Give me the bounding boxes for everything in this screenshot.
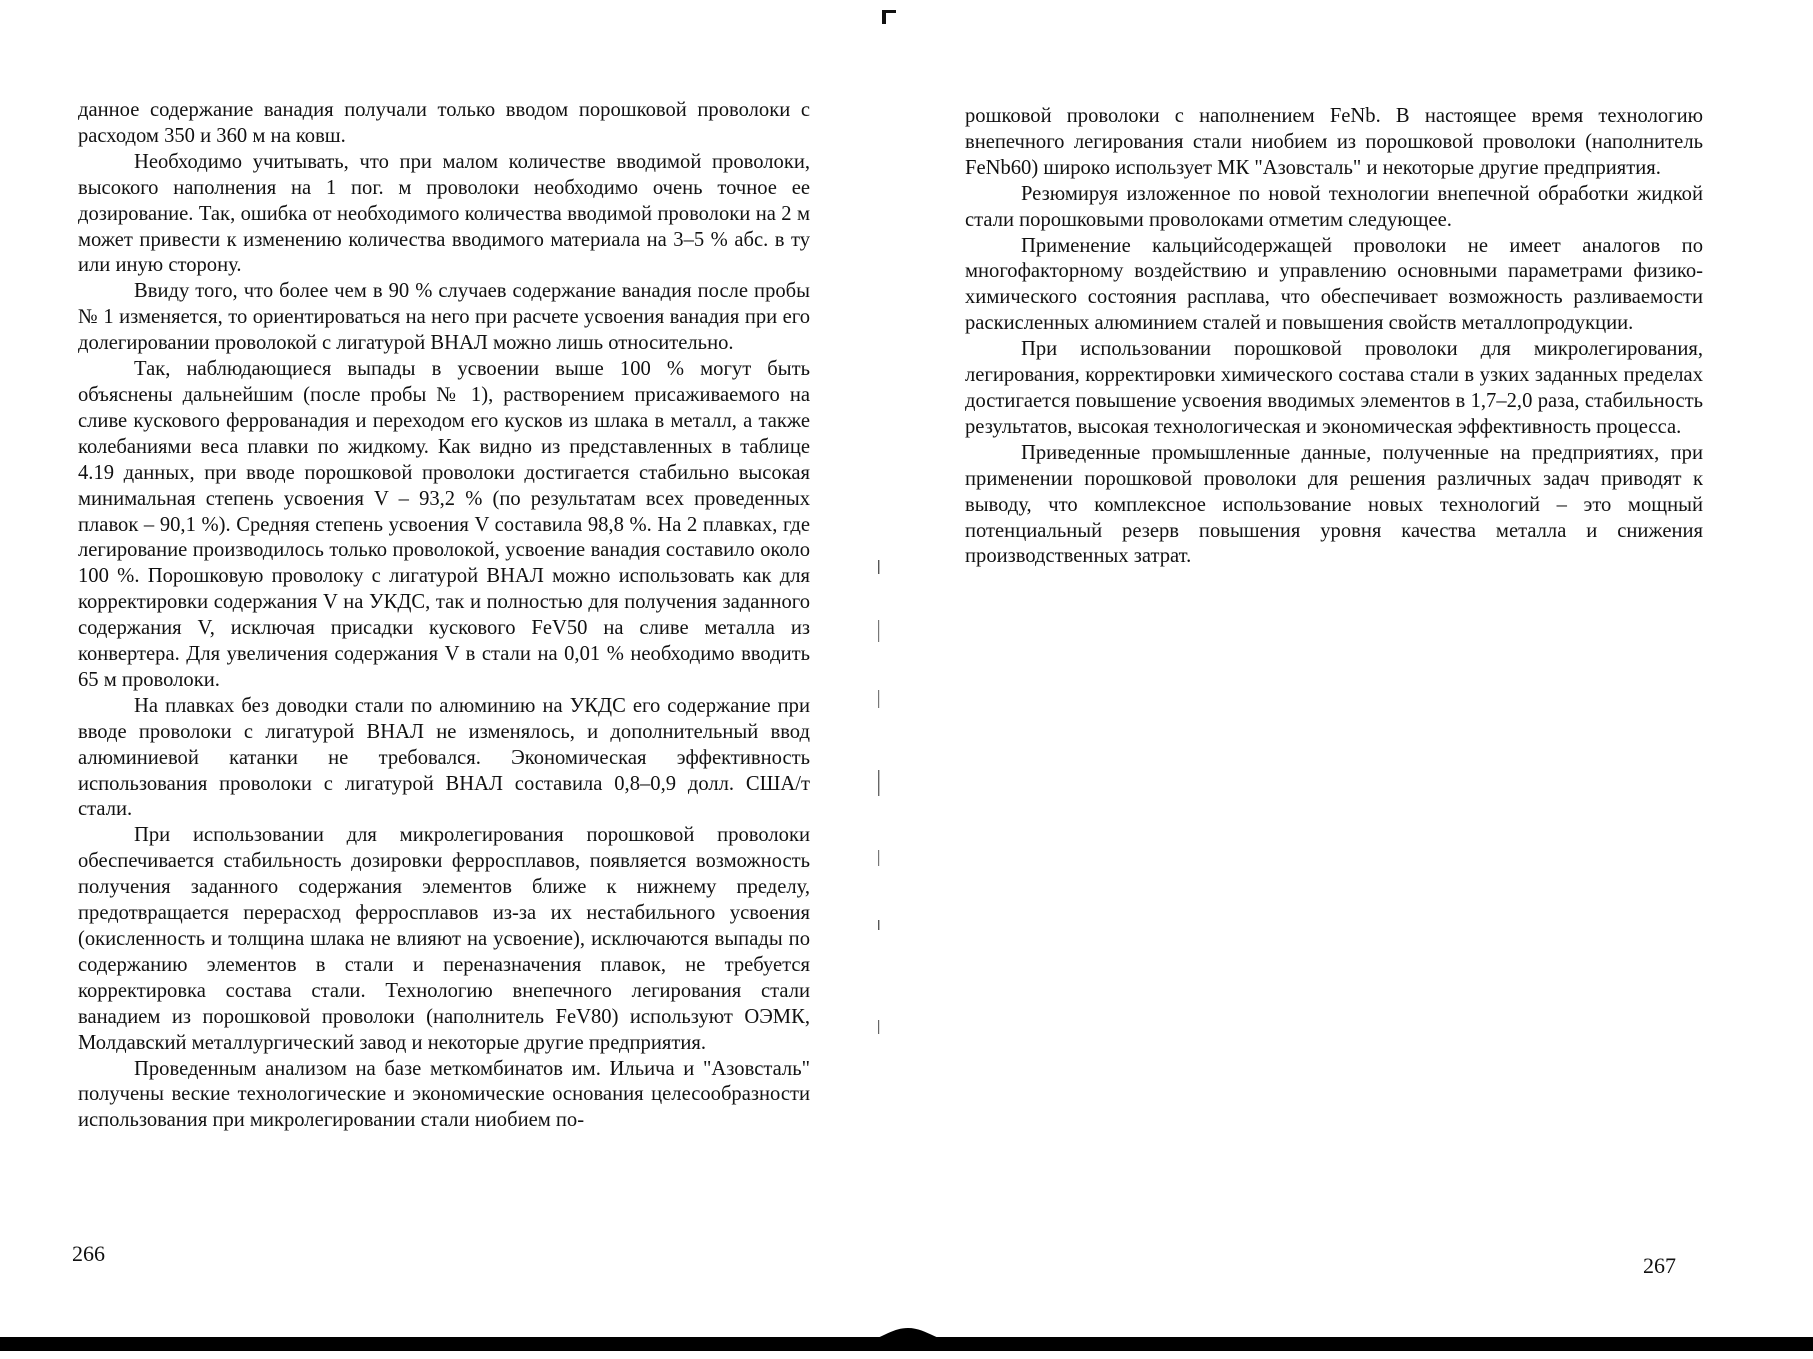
paragraph: При использовании порошковой проволоки для микролегирования, легирования, корректировки химического состава стали в узких заданных пределах достигается повышение усвоения вводимых элементов в 1,7–2,0 раза, стабильность результатов, высокая технологическая и экономическая эффективность процесса.	[965, 338, 1703, 438]
gutter-specks	[876, 560, 882, 1040]
paragraph: данное содержание ванадия получали только вводом порошковой проволоки с расходом 350 и 360 м на ковш.	[78, 99, 810, 147]
right-page-body	[965, 104, 1703, 570]
paragraph: Необходимо учитывать, что при малом количестве вводимой проволоки, высокого наполнения на 1 пог. м проволоки необходимо очень точное ее дозирование. Так, ошибка от необходимого количества вводимой проволоки на 2 м может привести к изменению количества вводимого материала на 3–5 % абс. в ту или иную сторону.	[78, 150, 810, 277]
paragraph: Так, наблюдающиеся выпады в усвоении выше 100 % могут быть объяснены дальнейшим (после пробы № 1), растворением присаживаемого на сливе кускового феррованадия и переходом его кусков из шлака в металл, а также колебаниями веса плавки по жидкому. Как видно из представленных в таблице 4.19 данных, при вводе порошковой проволоки достигается стабильно высокая минимальная степень усвоения V – 93,2 % (по результатам всех проведенных плавок – 90,1 %). Средняя степень усвоения V составила 98,8 %. На 2 плавках, где легирование производилось только проволокой, усвоение ванадия составило около 100 %. Порошковую проволоку с лигатурой ВНАЛ можно использовать как для корректировки содержания V на УКДС, так и полностью для получения заданного содержания V, исключая присадки кускового FeV50 на сливе металла из конвертера. Для увеличения содержания V в стали на 0,01 % необходимо вводить 65 м проволоки.	[78, 358, 810, 691]
paragraph: рошковой проволоки с наполнением FeNb. В настоящее время технологию внепечного легирования стали ниобием из порошковой проволоки (наполнитель FeNb60) широко использует МК "Азовсталь" и некоторые другие предприятия.	[965, 105, 1703, 179]
paragraph: На плавках без доводки стали по алюминию на УКДС его содержание при вводе проволоки с лигатурой ВНАЛ не изменялось, и дополнительный ввод алюминиевой катанки не требовался. Экономическая эффективность использования проволоки с лигатурой ВНАЛ составила 0,8–0,9 долл. США/т стали.	[78, 694, 810, 821]
left-page	[0, 0, 900, 1359]
right-page	[900, 0, 1813, 1359]
paragraph: Применение кальцийсодержащей проволоки не имеет аналогов по многофакторному воздействию и управлению основными параметрами физико-химического состояния расплава, что обеспечивает возможность разливаемости раскисленных алюминием сталей и повышения свойств металлопродукции.	[965, 234, 1703, 335]
page-number: 266	[72, 1241, 105, 1266]
paragraph: Проведенным анализом на базе меткомбинатов им. Ильича и "Азовсталь" получены веские технологические и экономические основания целесообразности использования при микролегировании стали ниобием по-	[78, 1057, 810, 1132]
left-page-body	[78, 98, 810, 1134]
page-number: 267	[1643, 1253, 1676, 1278]
paragraph: Ввиду того, что более чем в 90 % случаев содержание ванадия после пробы № 1 изменяется, то ориентироваться на него при расчете усвоения ванадия при его долегировании проволокой с лигатурой ВНАЛ можно лишь относительно.	[78, 280, 810, 355]
paragraph: При использовании для микролегирования порошковой проволоки обеспечивается стабильность дозировки ферросплавов, появляется возможность получения заданного содержания элементов ближе к нижнему пределу, предотвращается перерасход ферросплавов из-за их нестабильного усвоения (окисленность и толщина шлака не влияют на усвоение), исключаются выпады по содержанию элементов в стали и переназначения плавок, не требуется корректировка состава стали. Технологию внепечного легирования стали ванадием из порошковой проволоки (наполнитель FeV80) используют ОЭМК, Молдавский металлургический завод и некоторые другие предприятия.	[78, 824, 810, 1054]
scan-binding-bulge	[848, 1322, 968, 1344]
scan-corner-mark	[880, 8, 898, 26]
paragraph: Резюмируя изложенное по новой технологии внепечной обработки жидкой стали порошковыми проволоками отметим следующее.	[965, 182, 1703, 231]
paragraph: Приведенные промышленные данные, полученные на предприятиях, при применении порошковой проволоки для решения различных задач приводят к выводу, что комплексное использование новых технологий – это мощный потенциальный резерв повышения уровня качества металла и снижения производственных затрат.	[965, 441, 1703, 568]
